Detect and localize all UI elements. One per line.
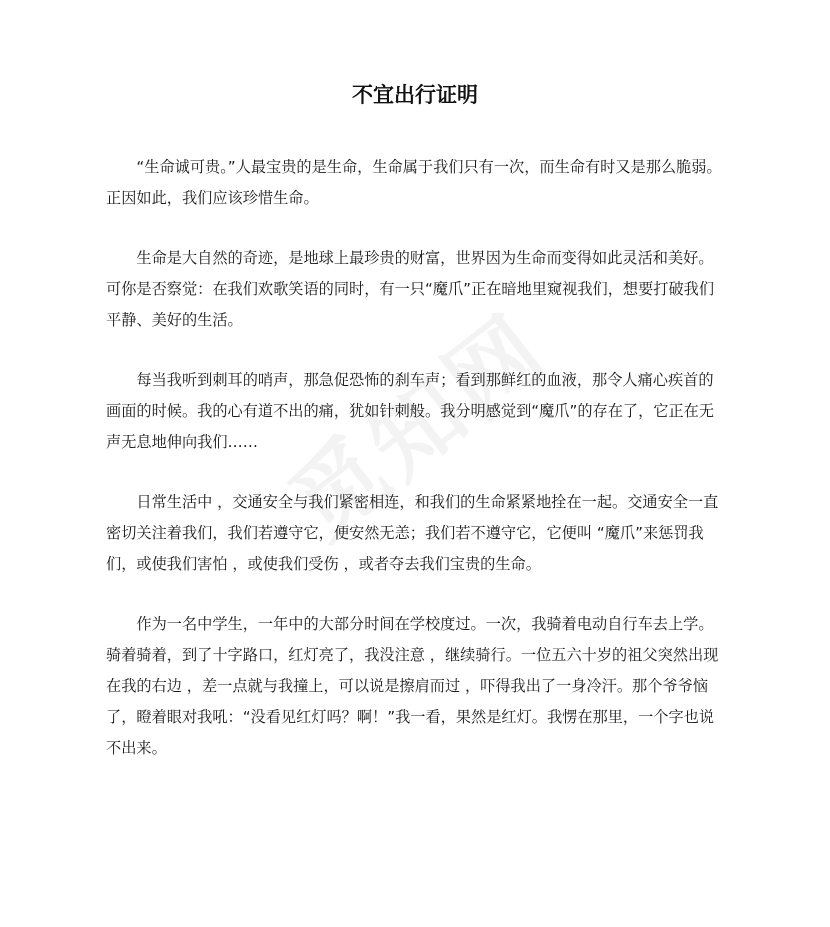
paragraph-4: 日常生活中 ，交通安全与我们紧密相连，和我们的生命紧紧地拴在一起。交通安全一直密切关注着我们，我们若遵守它，便安然无恙；我们若不遵守它，它便叫 “魔爪”来惩罚我们，或使我们害怕 ，或使我们受伤 ，或者夺去我们宝贵的生命。: [106, 493, 719, 573]
document-title: 不宜出行证明: [352, 83, 478, 107]
paragraph-3: 每当我听到刺耳的哨声，那急促恐怖的刹车声；看到那鲜红的血液，那令人痛心疾首的画面的时候。我的心有道不出的痛，犹如针刺般。我分明感觉到“魔爪”的存在了，它正在无声无息地伸向我们……: [106, 371, 715, 451]
paragraph-2: 生命是大自然的奇迹，是地球上最珍贵的财富，世界因为生命而变得如此灵活和美好。可你是否察觉：在我们欢歌笑语的同时，有一只“魔爪”正在暗地里窥视我们，想要打破我们平静、美好的生活。: [106, 249, 715, 329]
paragraph-5: 作为一名中学生，一年中的大部分时间在学校度过。一次，我骑着电动自行车去上学。骑着骑着，到了十字路口，红灯亮了，我没注意 ，继续骑行。一位五六十岁的祖父突然出现在我的右边 ，差一点就与我撞上，可以说是擦肩而过 ，吓得我出了一身冷汗。那个爷爷恼了，瞪着眼对我吼：“没看见红灯吗？啊！”我一看，果然是红灯。我愣在那里，一个字也说不出来。: [106, 615, 719, 757]
document-body: [106, 152, 728, 764]
paragraph-1: “生命诚可贵。”人最宝贵的是生命，生命属于我们只有一次，而生命有时又是那么脆弱。正因如此，我们应该珍惜生命。: [106, 158, 722, 207]
